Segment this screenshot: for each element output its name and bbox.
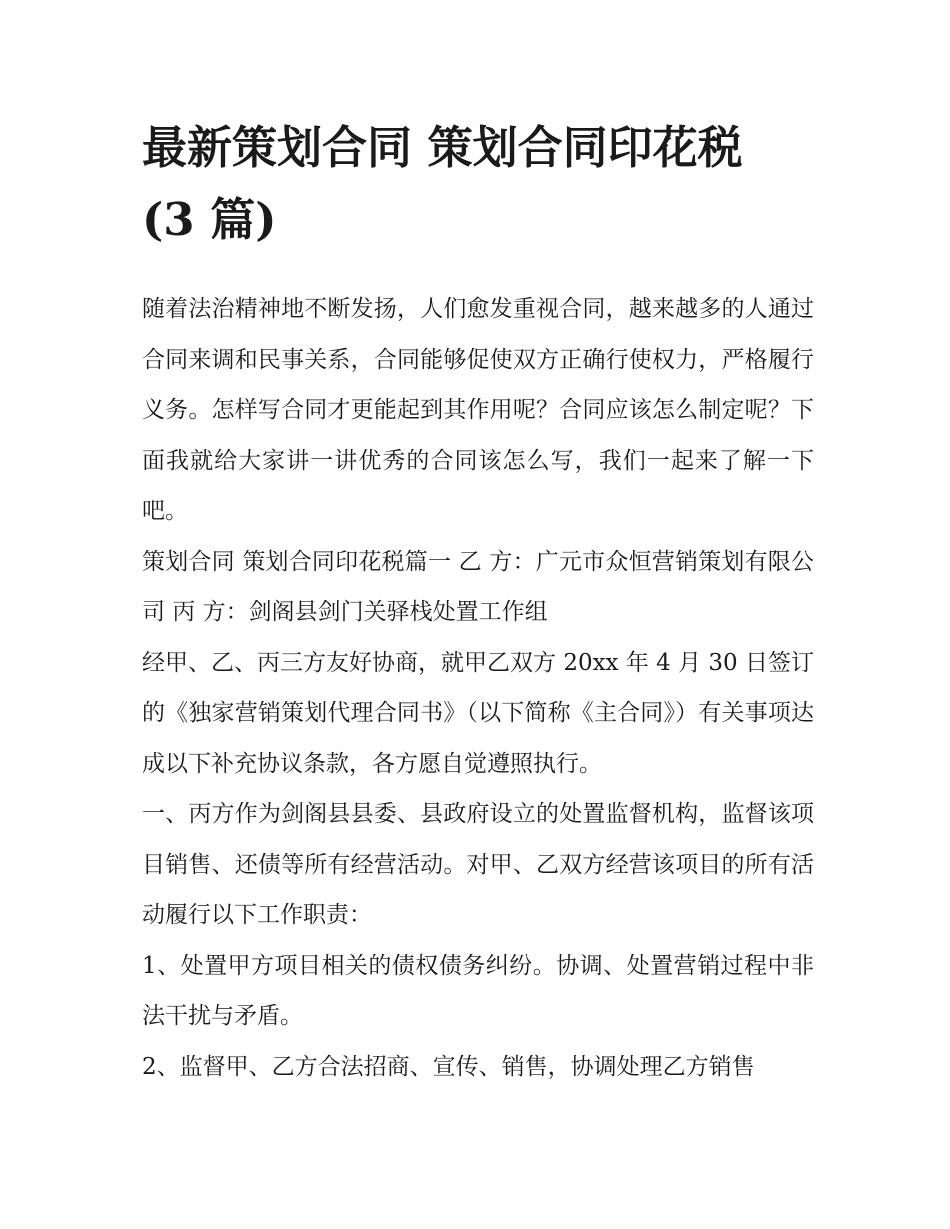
intro-paragraph: 随着法治精神地不断发扬，人们愈发重视合同，越来越多的人通过合同来调和民事关系，合同能够促使双方正确行使权力，严格履行义务。怎样写合同才更能起到其作用呢？合同应该怎么制定呢？下面我就给大家讲一讲优秀的合同该怎么写，我们一起来了解一下吧。 (142, 296, 814, 524)
duty-2-paragraph: 2、监督甲、乙方合法招商、宣传、销售，协调处理乙方销售 (142, 1053, 755, 1080)
clause-1-paragraph: 一、丙方作为剑阁县县委、县政府设立的处置监督机构，监督该项目销售、还债等所有经营活动。对甲、乙双方经营该项目的所有活动履行以下工作职责： (142, 801, 814, 928)
title-line-2: (3 篇) (142, 193, 277, 246)
title-line-1: 最新策划合同 策划合同印花税 (142, 121, 743, 174)
document-body (142, 112, 814, 1092)
agreement-paragraph: 经甲、乙、丙三方友好协商，就甲乙双方 20xx 年 4 月 30 日签订的《独家营销策划代理合同书》（以下简称《主合同》）有关事项达成以下补充协议条款，各方愿自觉遵照执行。 (142, 649, 814, 777)
parties-paragraph: 策划合同 策划合同印花税篇一 乙 方：广元市众恒营销策划有限公司 丙 方：剑阁县剑门关驿栈处置工作组 (142, 548, 814, 625)
document-title (142, 112, 814, 256)
duty-1-paragraph: 1、处置甲方项目相关的债权债务纠纷。协调、处置营销过程中非法干扰与矛盾。 (142, 952, 814, 1029)
